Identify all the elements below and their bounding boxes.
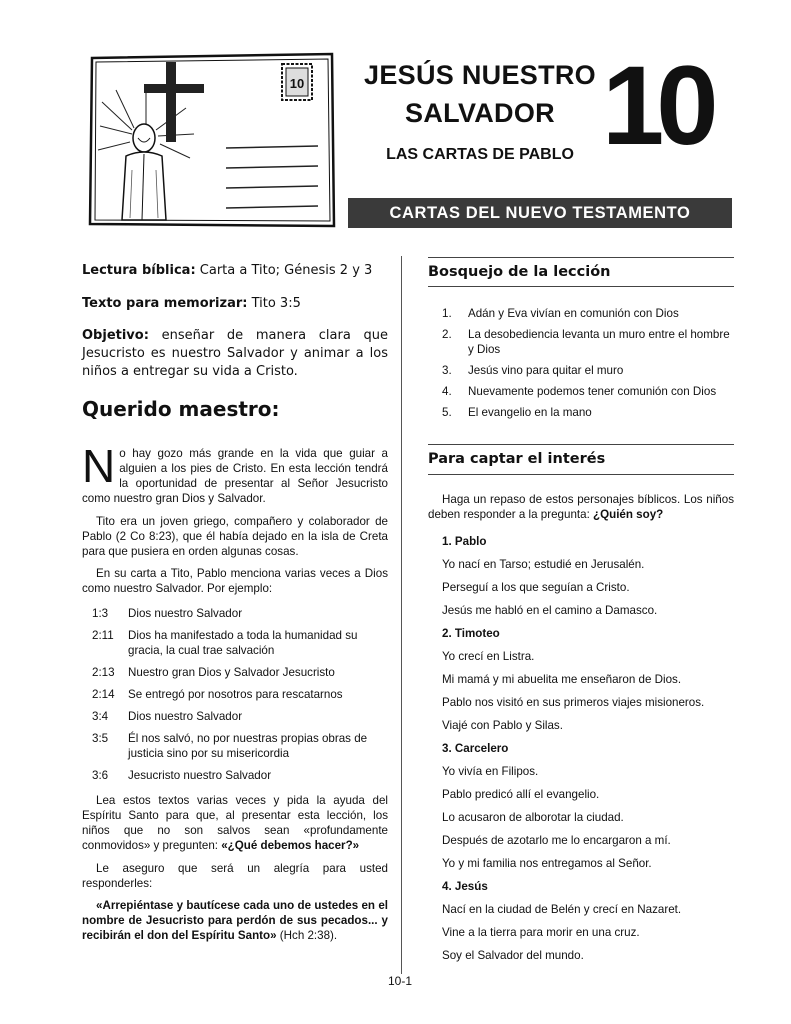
querido-p5: Le aseguro que será un alegría para usted responderles:	[82, 862, 388, 890]
querido-body	[82, 440, 388, 943]
captar-intro: Haga un repaso de estos personajes bíblicos. Los niños deben responder a la pregunta: ¿Quién soy?	[428, 493, 734, 521]
list-item: 3:4 Dios nuestro Salvador	[92, 710, 243, 723]
verse-list	[82, 606, 388, 783]
querido-p6: «Arrepiéntase y bautícese cada uno de ustedes en el nombre de Jesucristo para perdón de sus pecados... y recibirán el don del Espíritu Santo» (Hch 2:38).	[82, 899, 388, 942]
lesson-title-line2: SALVADOR	[405, 98, 555, 128]
list-item: 2:14 Se entregó por nosotros para rescatarnos	[92, 688, 343, 701]
lesson-number: 10	[602, 43, 711, 168]
querido-p2: Tito era un joven griego, compañero y colaborador de Pablo (2 Co 8:23), que él había dejado en la isla de Creta para que pusiera en orden algunas cosas.	[82, 515, 388, 558]
who-am-i-list	[428, 534, 734, 971]
dropcap: N	[82, 440, 116, 492]
postcard-illustration	[86, 50, 338, 230]
objetivo-value: enseñar de manera clara que Jesucristo es nuestro Salvador y animar a los niños a entregar su vida a Cristo.	[82, 328, 388, 379]
list-item: 1:3 Dios nuestro Salvador	[92, 607, 243, 620]
list-item: 3. Jesús vino para quitar el muro	[442, 364, 624, 377]
texto-line	[82, 295, 388, 313]
page-number: 10-1	[387, 974, 413, 988]
objetivo-label: Objetivo:	[82, 328, 149, 343]
querido-p4: Lea estos textos varias veces y pida la ayuda del Espíritu Santo para que, al presentar esta lección, los niños que no son salvos sean «profundamente conmovidos» y pregunten: «¿Qué debemos hacer?»	[82, 794, 388, 852]
querido-p1: No hay gozo más grande en la vida que guiar a alguien a los pies de Cristo. En esta lección tendrá la oportunidad de presentar al Señor Jesucristo como nuestro gran Dios y Salvador.	[82, 440, 388, 505]
who-group-pablo: 1. Pablo Yo nací en Tarso; estudié en Jerusalén. Perseguí a los que seguían a Cristo. Jesús me habló en el camino a Damasco.	[442, 535, 658, 617]
list-item: 1. Adán y Eva vivían en comunión con Dios	[442, 307, 679, 320]
list-item: 5. El evangelio en la mano	[442, 406, 592, 419]
texto-value: Tito 3:5	[247, 296, 301, 311]
querido-p3: En su carta a Tito, Pablo menciona varias veces a Dios como nuestro Salvador. Por ejemplo:	[82, 567, 388, 595]
lectura-label: Lectura bíblica:	[82, 263, 196, 278]
texto-label: Texto para memorizar:	[82, 296, 248, 311]
list-item: 2. La desobediencia levanta un muro entre el hombre y Dios	[442, 328, 730, 356]
rule	[428, 444, 734, 445]
who-group-jesus: 4. Jesús Nací en la ciudad de Belén y crecí en Nazaret. Vine a la tierra para morir en una cruz. Soy el Salvador del mundo.	[442, 880, 682, 962]
column-divider	[401, 256, 402, 974]
rule	[428, 474, 734, 475]
list-item: 2:13 Nuestro gran Dios y Salvador Jesucristo	[92, 666, 335, 679]
lectura-value: Carta a Tito; Génesis 2 y 3	[195, 263, 373, 278]
who-group-timoteo: 2. Timoteo Yo crecí en Listra. Mi mamá y mi abuelita me enseñaron de Dios. Pablo nos visitó en sus primeros viajes misioneros. Viajé con Pablo y Silas.	[442, 627, 705, 732]
querido-heading: Querido maestro:	[82, 397, 280, 421]
captar-heading: Para captar el interés	[428, 451, 606, 467]
bosquejo-heading: Bosquejo de la lección	[428, 264, 611, 280]
who-group-carcelero: 3. Carcelero Yo vivía en Filipos. Pablo predicó allí el evangelio. Lo acusaron de alborotar la ciudad. Después de azotarlo me lo encargaron a mí. Yo y mi familia nos entregamos al Señor.	[442, 742, 671, 870]
section-banner: CARTAS DEL NUEVO TESTAMENTO	[348, 198, 732, 228]
stamp-number: 10	[289, 76, 305, 91]
rule	[428, 286, 734, 287]
lectura-line	[82, 262, 388, 280]
list-item: 3:5 Él nos salvó, no por nuestras propias obras de justicia sino por su misericordia	[92, 732, 368, 760]
list-item: 3:6 Jesucristo nuestro Salvador	[92, 769, 272, 782]
list-item: 4. Nuevamente podemos tener comunión con Dios	[442, 385, 717, 398]
objetivo-paragraph	[82, 327, 388, 381]
rule	[428, 257, 734, 258]
lesson-subtitle: LAS CARTAS DE PABLO	[386, 146, 574, 163]
list-item: 2:11 Dios ha manifestado a toda la humanidad su gracia, la cual trae salvación	[92, 629, 358, 657]
bosquejo-list	[428, 306, 734, 426]
lesson-title-line1: JESÚS NUESTRO	[364, 60, 596, 90]
